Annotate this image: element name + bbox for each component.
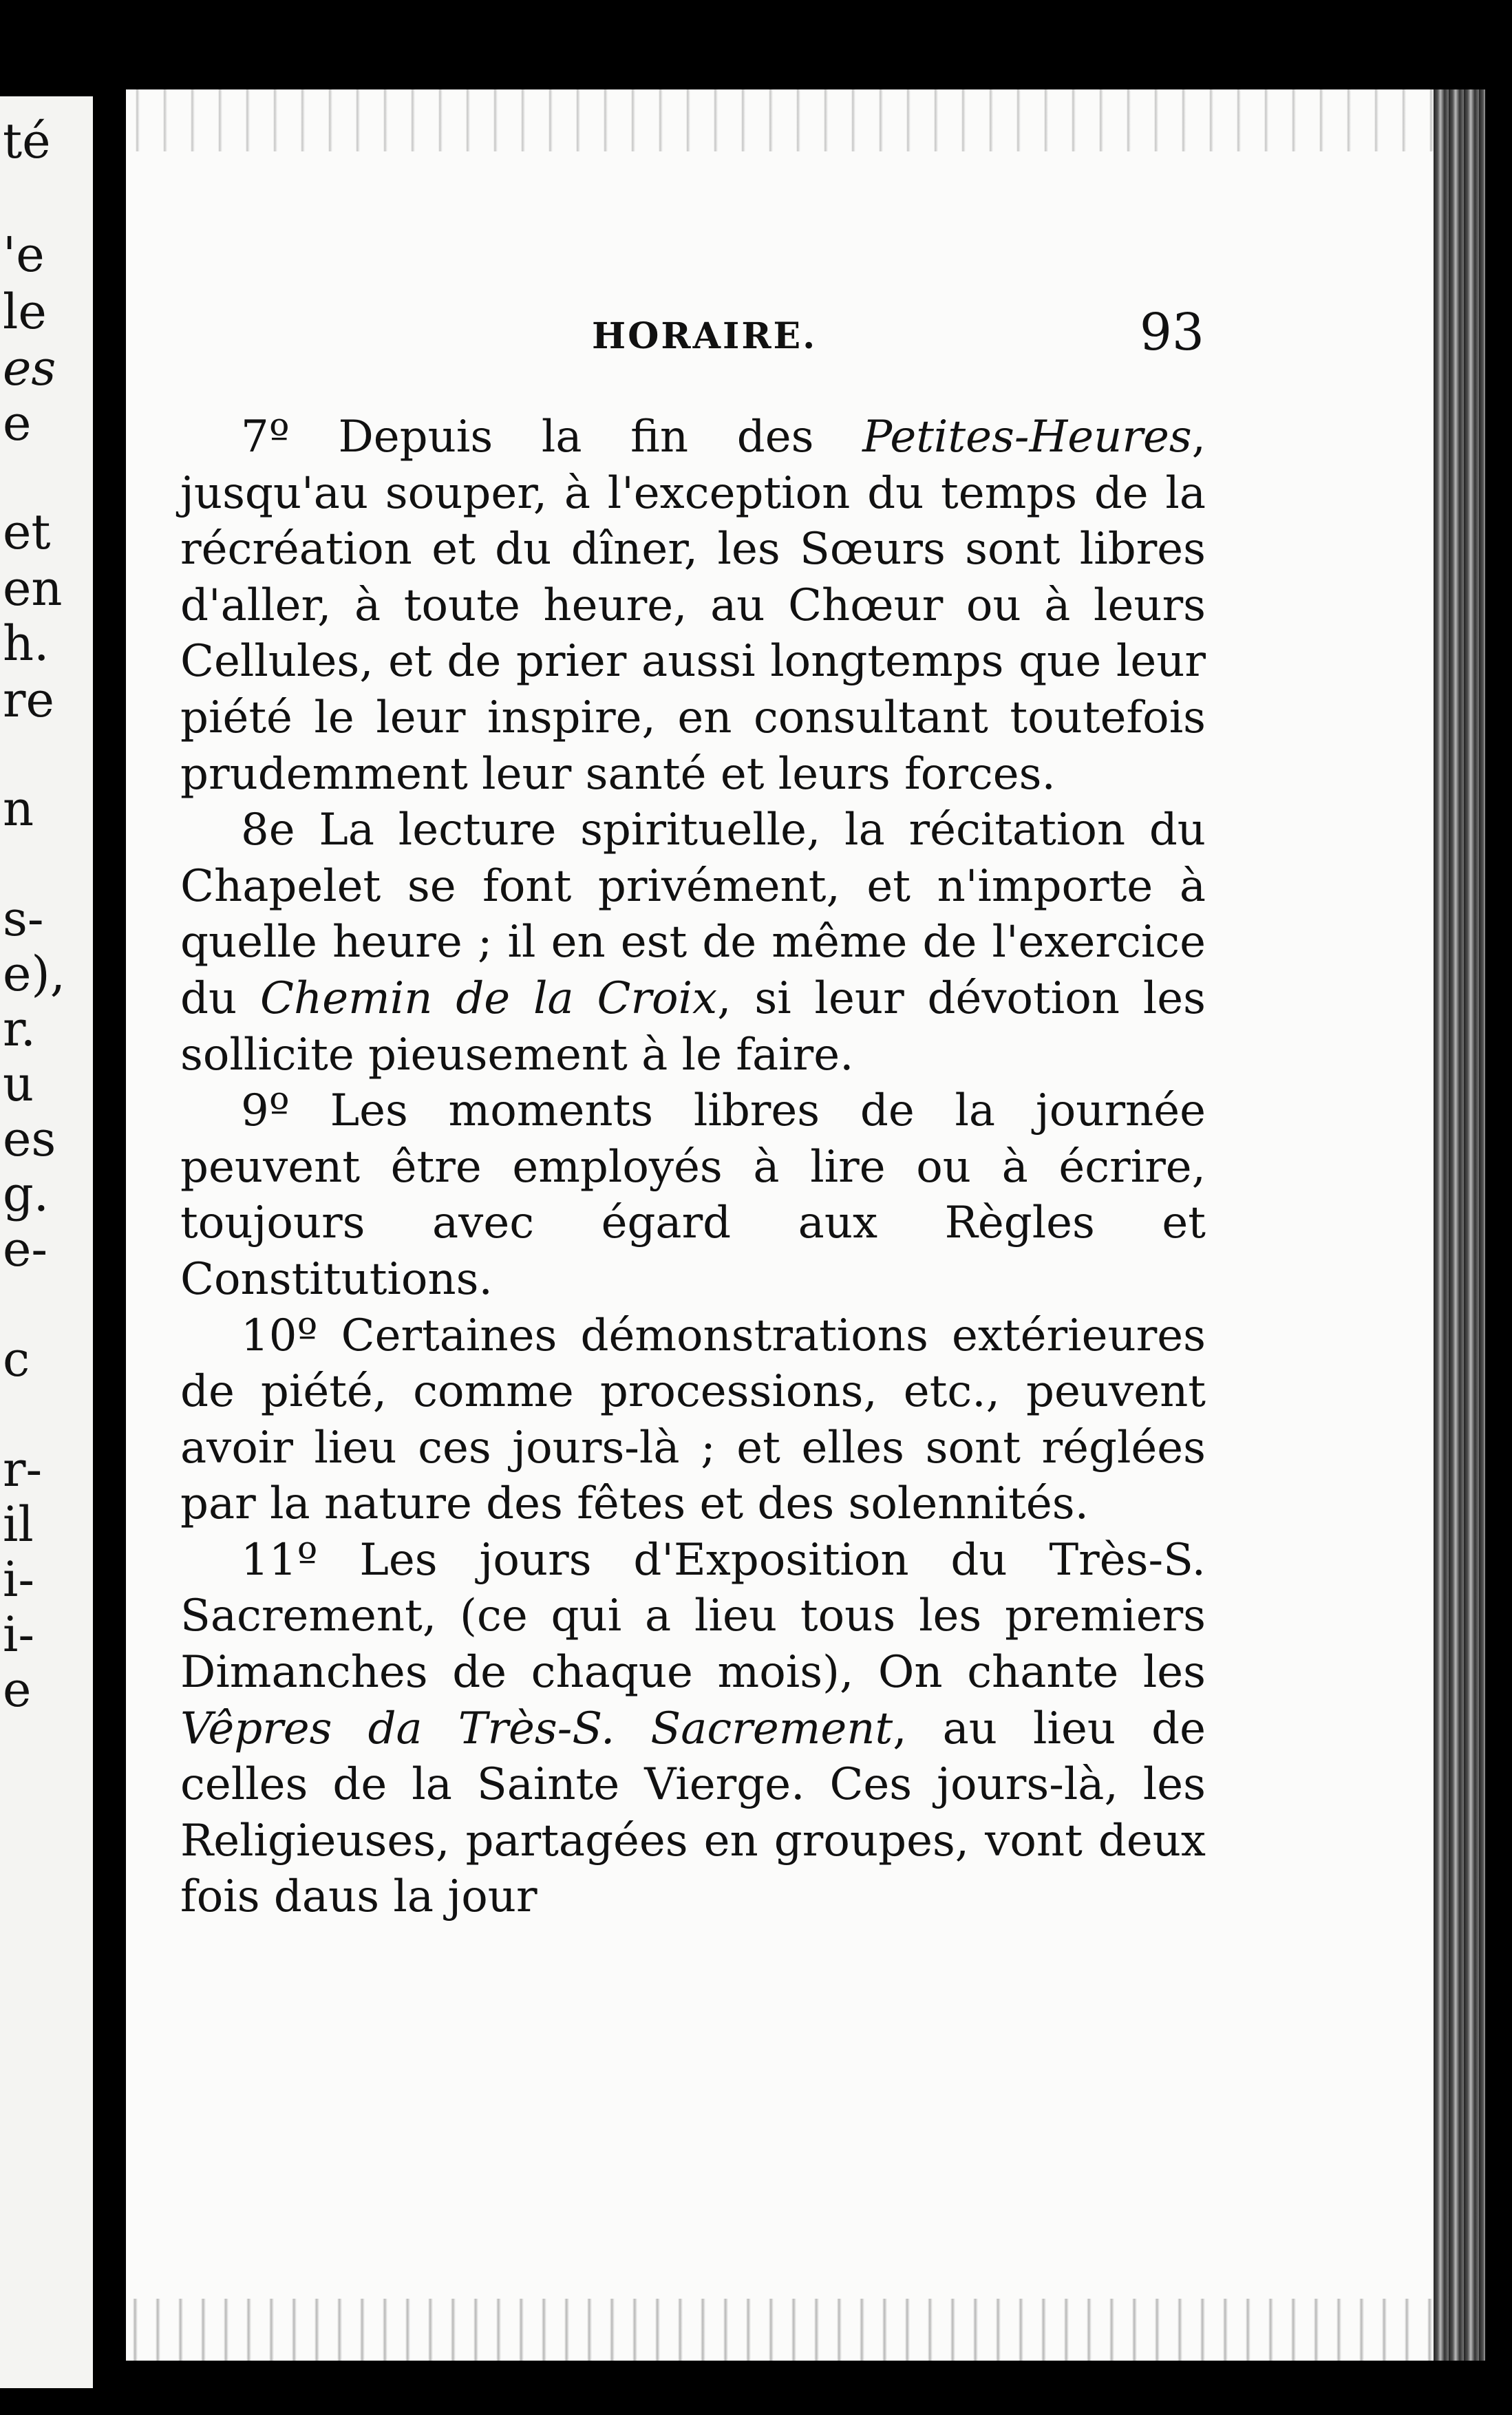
paragraph [180,409,1206,802]
facing-text-line: n [3,780,34,837]
text-run: 8e La lecture spirituelle, la récitation du Chapelet se font privément, et n'importe à quelle heure ; il en est de même de l'exercice du [180,805,1206,1024]
text-run: , au lieu de celles de la Sainte Vierge. Ces jours-là, les Religieuses, partagées en groupes, vont deux fois daus la jour [180,1703,1206,1923]
text-run: , jusqu'au souper, à l'exception du temps de la récréation et du dîner, les Sœurs sont libres d'aller, à toute heure, au Chœur ou à leurs Cellules, et de prier aussi longtemps que leur piété le leur inspire, en consultant toutefois prudemment leur santé et leurs forces. [180,412,1206,800]
facing-text-line: re [3,672,54,728]
facing-page-fragment [0,96,93,2388]
italic-text: Petites-Heures [862,412,1192,462]
facing-text-line: u [3,1056,34,1112]
text-run: 11º Les jours d'Exposition du Très-S. Sacrement, (ce qui a lieu tous les premiers Dimanches de chaque mois), On chante les [180,1534,1206,1699]
facing-text-line: r. [3,1001,36,1057]
facing-text-line: es [3,340,56,396]
italic-text: Chemin de la Croix [260,972,718,1024]
text-run: 10º Certaines démonstrations extérieures de piété, comme processions, etc., peuvent avoir lieu ces jours-là ; et elles sont réglées par la nature des fêtes et des solennités. [180,1310,1206,1530]
facing-text-line: s- [3,891,44,947]
page-header [179,303,1204,365]
facing-text-line: i- [3,1551,35,1608]
facing-text-line: h. [3,615,50,672]
facing-text-line: g. [3,1166,50,1222]
scan-noise-top [126,89,1434,151]
facing-text-line: c [3,1331,30,1387]
facing-text-line: e [3,395,32,451]
facing-text-line: et [3,504,51,560]
facing-text-line: e- [3,1221,48,1277]
page-number: 93 [1139,303,1204,362]
paragraph [180,1308,1206,1533]
paragraph [180,802,1206,1083]
paragraph [180,1533,1206,1926]
text-run: , si leur dévotion les sollicite pieusement à le faire. [180,972,1206,1081]
facing-text-line: r- [3,1441,43,1498]
facing-text-line: 'e [3,226,45,283]
facing-text-line: il [3,1496,34,1553]
page-edge-stack [1434,89,1485,2361]
facing-text-line: e), [3,946,65,1002]
body-text [180,409,1206,1926]
text-run: 7º Depuis la fin des [241,412,863,462]
facing-text-line: en [3,560,63,617]
paragraph [180,1083,1206,1308]
facing-text-line: té [3,113,51,169]
facing-text-line: es [3,1111,56,1167]
italic-text: Vêpres da Très-S. Sacrement [180,1703,893,1754]
facing-text-line: i- [3,1606,35,1663]
running-head: HORAIRE. [592,315,818,357]
text-run: 9º Les moments libres de la journée peuvent être employés à lire ou à écrire, toujours avec égard aux Règles et Constitutions. [180,1085,1206,1305]
facing-text-line: le [3,284,47,340]
facing-text-line: e [3,1661,32,1718]
book-gutter [93,96,126,2388]
scan-noise-bottom [126,2299,1434,2361]
